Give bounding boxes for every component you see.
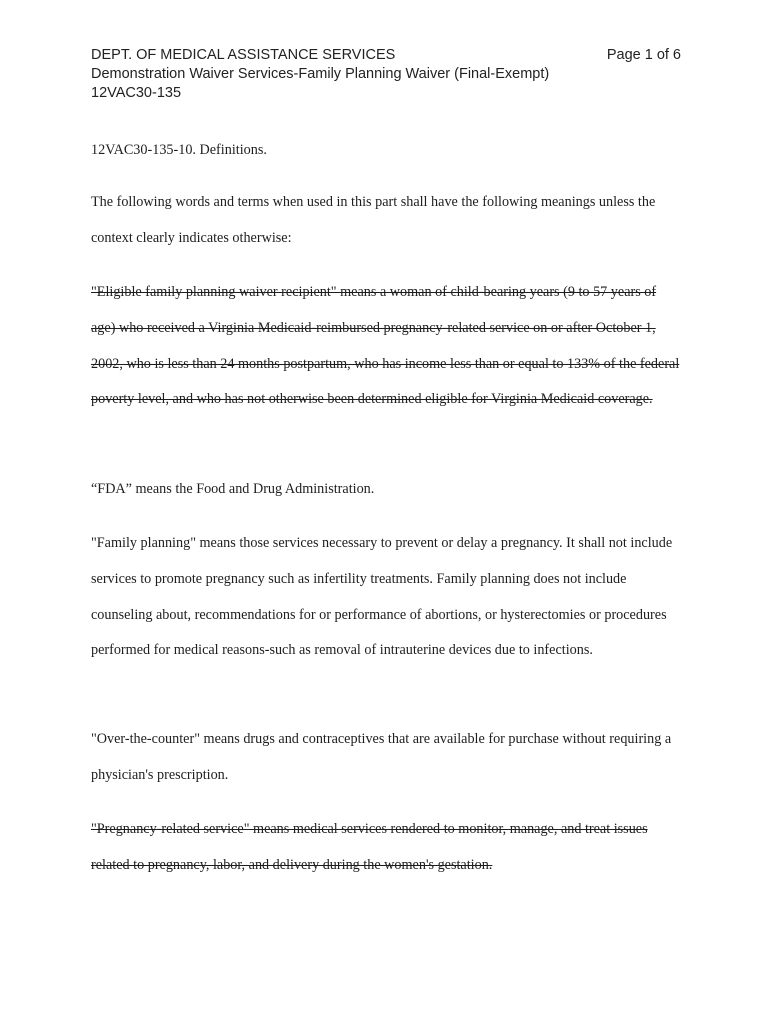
definition-eligible-recipient-struck: "Eligible family planning waiver recipient" means a woman of child-bearing years (9 to 57 years of age) who received a Virginia Medicaid-reimbursed pregnancy-related service on or after October 1, 2002, who is less than 24 months postpartum, who has income less than or equal to 133% of the federal poverty level, and who has not otherwise been determined eligible for Virginia Medicaid coverage. [91,284,680,408]
page-header [91,46,681,103]
header-top-row [91,46,681,65]
definition-over-the-counter: "Over-the-counter" means drugs and contraceptives that are available for purchase without requiring a physician's prescription. [91,731,672,783]
definition-family-planning: "Family planning" means those services necessary to prevent or delay a pregnancy. It shall not include services to promote pregnancy such as infertility treatments. Family planning does not include counseling about, recommendations for or performance of abortions, or hysterectomies or procedures performed for medical reasons-such as removal of intrauterine devices due to infections. [91,535,673,659]
definition-pregnancy-related-service-struck: "Pregnancy-related service" means medical services rendered to monitor, manage, and treat issues related to pregnancy, labor, and delivery during the women's gestation. [91,821,648,873]
definition-fda: “FDA” means the Food and Drug Administration. [91,481,375,497]
chapter-code: 12VAC30-135 [91,85,182,101]
agency-name: DEPT. OF MEDICAL ASSISTANCE SERVICES [91,47,396,63]
section-title: 12VAC30-135-10. Definitions. [91,142,267,158]
page-number: Page 1 of 6 [606,47,681,63]
document-title: Demonstration Waiver Services-Family Planning Waiver (Final-Exempt) [91,66,550,82]
intro-paragraph: The following words and terms when used in this part shall have the following meanings unless the context clearly indicates otherwise: [91,194,656,246]
